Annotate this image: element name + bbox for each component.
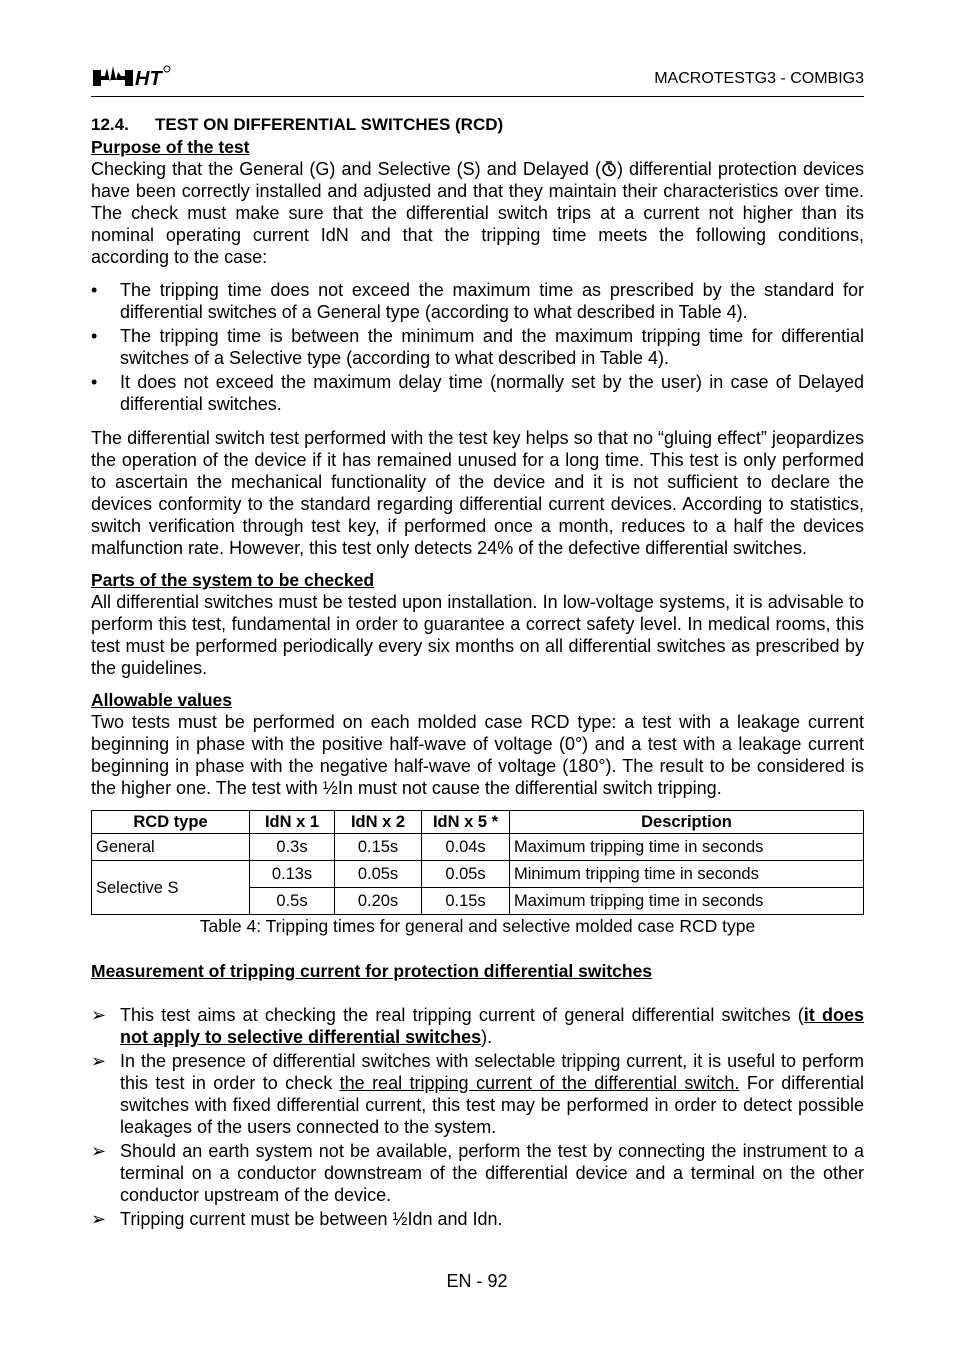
parts-heading: Parts of the system to be checked — [91, 570, 375, 590]
arrow-bullet-icon: ➢ — [91, 1141, 107, 1161]
delayed-icon — [601, 160, 617, 176]
list-item — [91, 1004, 864, 1048]
section-title-text: TEST ON DIFFERENTIAL SWITCHES (RCD) — [155, 115, 504, 134]
column-header: IdN x 5 * — [422, 811, 510, 834]
list-item-text: This test aims at checking the real tripping current of general differential switches ( — [120, 1005, 804, 1025]
bullet-dot-icon: • — [91, 372, 98, 392]
purpose-bullet-list — [91, 279, 864, 415]
document-title: MACROTESTG3 - COMBIG3 — [654, 70, 864, 87]
section-title — [91, 114, 864, 136]
arrow-bullet-icon: ➢ — [91, 1209, 107, 1229]
table-cell: 0.15s — [422, 888, 510, 915]
table-cell: 0.05s — [335, 861, 422, 888]
test-key-paragraph: The differential switch test performed with the test key helps so that no “gluing effect” jeopardizes the operation of the device if it has remained unused for a long time. This test is only performed to ascertain the mechanical functionality of the device and it is not sufficient to declare the devices conformity to the standard regarding differential current devices. According to statistics, switch verification through test key, if performed once a month, reduces to a half the devices malfunction rate. However, this test only detects 24% of the defective differential switches. — [91, 428, 864, 558]
list-item-text: Tripping current must be between ½Idn and Idn. — [120, 1209, 503, 1229]
table-caption: Table 4: Tripping times for general and selective molded case RCD type — [199, 916, 756, 936]
list-item — [91, 325, 864, 369]
list-item-text: The tripping time does not exceed the maximum time as prescribed by the standard for differential switches of a General type (according to what described in Table 4). — [120, 280, 864, 322]
list-item-text: In the presence of differential switches with selectable tripping current, it is useful to perform this test in order to check — [120, 1051, 864, 1093]
table-cell: 0.3s — [250, 834, 335, 861]
table-cell: General — [92, 834, 250, 861]
ht-logo — [91, 62, 173, 90]
list-item-emphasis: it does not apply to selective differential switches — [120, 1005, 864, 1047]
list-item-text: Should an earth system not be available, perform the test by connecting the instrument to a terminal on a conductor downstream of the differential device and a terminal on the other conductor upstream of the device. — [120, 1141, 864, 1205]
column-header: Description — [510, 811, 864, 834]
table-cell: 0.5s — [250, 888, 335, 915]
list-item-underlined: the real tripping current of the differential switch. — [339, 1073, 740, 1093]
purpose-heading: Purpose of the test — [91, 137, 250, 157]
bullet-dot-icon: • — [91, 326, 98, 346]
column-header: IdN x 1 — [250, 811, 335, 834]
table-row — [92, 834, 864, 861]
section-number: 12.4. — [91, 115, 129, 134]
column-header: IdN x 2 — [335, 811, 422, 834]
measurement-bullet-list — [91, 1004, 864, 1230]
column-header: RCD type — [92, 811, 250, 834]
table-row — [92, 861, 864, 888]
allowable-paragraph: Two tests must be performed on each molded case RCD type: a test with a leakage current beginning in phase with the positive half-wave of voltage (0°) and a test with a leakage current beginning in phase with the negative half-wave of voltage (180°). The result to be considered is the higher one. The test with ½In must not cause the differential switch tripping. — [91, 712, 864, 798]
list-item-text: The tripping time is between the minimum and the maximum tripping time for differential switches of a Selective type (according to what described in Table 4). — [120, 326, 864, 368]
page-content — [91, 114, 864, 1232]
allowable-heading: Allowable values — [91, 690, 233, 710]
list-item-text: For differential switches with fixed differential current, this test may be performed in order to detect possible leakages of the users connected to the system. — [120, 1073, 865, 1137]
tripping-times-table — [91, 810, 864, 915]
table-cell: Maximum tripping time in seconds — [510, 834, 864, 861]
table-cell: 0.05s — [422, 861, 510, 888]
table-cell: 0.20s — [335, 888, 422, 915]
table-cell: Maximum tripping time in seconds — [510, 888, 864, 915]
list-item-text: It does not exceed the maximum delay time (normally set by the user) in case of Delayed differential switches. — [120, 372, 864, 414]
list-item — [91, 1050, 864, 1138]
list-item — [91, 371, 864, 415]
logo-text: HT — [135, 68, 162, 90]
table-cell: 0.15s — [335, 834, 422, 861]
parts-paragraph: All differential switches must be tested upon installation. In low-voltage systems, it is advisable to perform this test, fundamental in order to guarantee a correct safety level. In medical rooms, this test must be performed periodically every six months on all differential switches as prescribed by the guidelines. — [91, 592, 864, 678]
purpose-intro-pre: Checking that the General (G) and Selective (S) and Delayed ( — [91, 159, 601, 179]
table-cell: 0.04s — [422, 834, 510, 861]
arrow-bullet-icon: ➢ — [91, 1051, 107, 1071]
page-number: EN - 92 — [446, 1271, 508, 1291]
table-cell: 0.13s — [250, 861, 335, 888]
page-header — [91, 60, 864, 97]
list-item — [91, 1140, 864, 1206]
purpose-intro-post: ) differential protection devices have been correctly installed and adjusted and that they maintain their characteristics over time. The check must make sure that the differential switch trips at a current not higher than its nominal operating current IdN and that the tripping time meets the following conditions, according to the case: — [91, 159, 864, 267]
purpose-intro — [91, 158, 864, 268]
table-header-row — [92, 811, 864, 834]
arrow-bullet-icon: ➢ — [91, 1005, 107, 1025]
table-cell: Minimum tripping time in seconds — [510, 861, 864, 888]
measurement-heading: Measurement of tripping current for protection differential switches — [91, 961, 653, 981]
list-item — [91, 279, 864, 323]
bullet-dot-icon: • — [91, 280, 98, 300]
list-item-text: ). — [481, 1027, 493, 1047]
table-cell: Selective S — [92, 861, 250, 915]
list-item — [91, 1208, 864, 1230]
